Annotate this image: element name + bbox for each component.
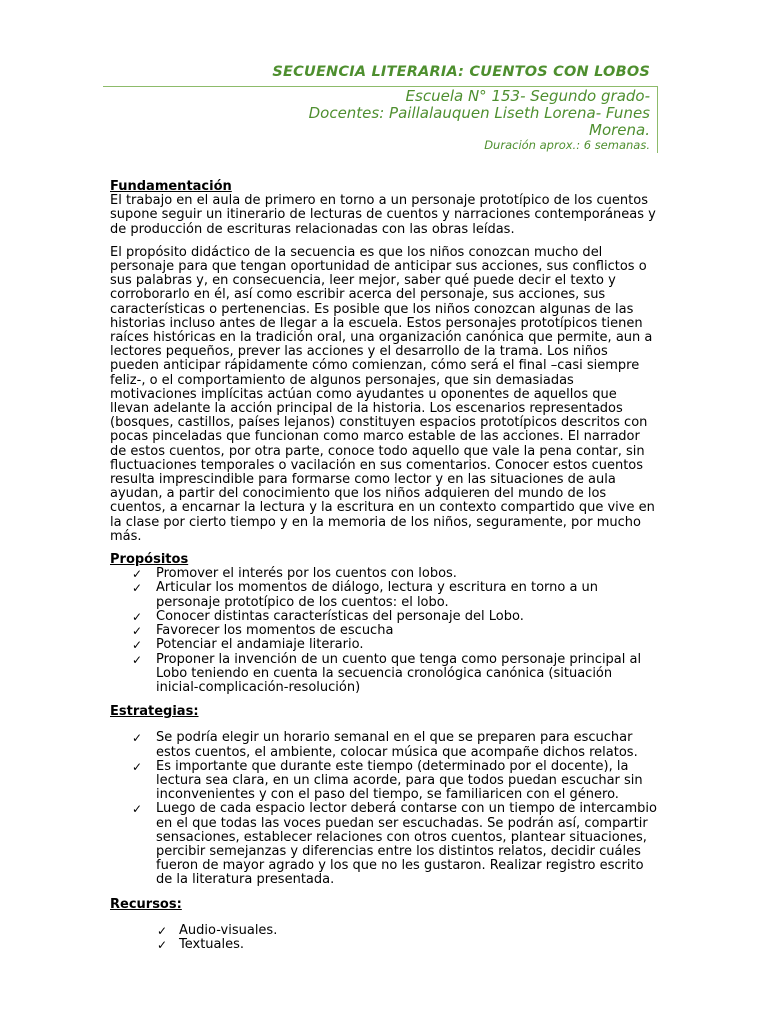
document-body — [110, 180, 658, 962]
estrategias-list — [110, 731, 658, 887]
section-title-fundamentacion: Fundamentación — [110, 179, 232, 194]
list-item: ✓ Luego de cada espacio lector deberá contarse con un tiempo de intercambio en el que todas las voces puedan ser escuchadas. Se podrán así, compartir sensaciones, establecer relaciones con otros cuentos, plantear situaciones, percibir semejanzas y diferencias entre los distintos relatos, decidir cuáles fueron de mayor agrado y los que no les gustaron. Realizar registro escrito de la literatura presentada. — [132, 801, 657, 888]
check-icon: ✓ — [157, 923, 168, 938]
list-item: ✓ Articular los momentos de diálogo, lectura y escritura en torno a un personaje prototípico de los cuentos: el lobo. — [132, 580, 599, 610]
header-duration-line: Duración aprox.: 6 semanas. — [484, 138, 650, 152]
list-item: ✓ Audio-visuales. — [157, 922, 278, 938]
document-title: SECUENCIA LITERARIA: CUENTOS CON LOBOS — [272, 64, 650, 80]
check-icon: ✓ — [132, 638, 143, 653]
list-item: ✓ Textuales. — [157, 936, 245, 952]
section-title-recursos: Recursos: — [110, 896, 182, 912]
header-box — [103, 86, 658, 153]
check-icon: ✓ — [132, 759, 143, 774]
list-item: ✓ Se podría elegir un horario semanal en el que se preparen para escuchar estos cuentos, el ambiente, colocar música que acompañe dichos relatos. — [132, 730, 638, 760]
check-icon: ✓ — [132, 567, 143, 582]
propositos-list — [110, 567, 658, 695]
header-teachers-line-cont: Morena. — [589, 121, 650, 139]
list-item: ✓ Proponer la invención de un cuento que tenga como personaje principal al Lobo teniendo en cuenta la secuencia cronológica canónica (situación inicial-complicación-resolución) — [132, 651, 642, 695]
list-item: ✓ Conocer distintas características del personaje del Lobo. — [132, 608, 524, 624]
header-teachers-line: Docentes: Paillalauquen Liseth Lorena- Funes — [308, 104, 650, 122]
section-title-propositos: Propósitos — [110, 552, 189, 568]
check-icon: ✓ — [132, 731, 143, 746]
list-item: ✓ Es importante que durante este tiempo (determinado por el docente), la lectura sea clara, en un clima acorde, para que todos puedan escuchar sin inconvenientes y con el paso del tiempo, se familiaricen con el género. — [132, 758, 643, 803]
header-school-line: Escuela N° 153- Segundo grado- — [405, 87, 650, 105]
check-icon: ✓ — [132, 802, 143, 817]
recursos-list — [110, 924, 658, 952]
list-item: ✓ Favorecer los momentos de escucha — [132, 623, 394, 639]
check-icon: ✓ — [132, 609, 143, 624]
list-item: ✓ Promover el interés por los cuentos con lobos. — [132, 566, 457, 582]
check-icon: ✓ — [132, 652, 143, 667]
paragraph: El trabajo en el aula de primero en torno a un personaje prototípico de los cuentos supone seguir un itinerario de lecturas de cuentos y narraciones contemporáneas y de producción de escrituras relacionadas con las obras leídas. — [110, 193, 656, 237]
check-icon: ✓ — [132, 624, 143, 639]
check-icon: ✓ — [157, 937, 168, 952]
check-icon: ✓ — [132, 581, 143, 596]
section-title-estrategias: Estrategias: — [110, 704, 199, 720]
list-item: ✓ Potenciar el andamiaje literario. — [132, 637, 364, 653]
paragraph: El propósito didáctico de la secuencia es que los niños conozcan mucho del personaje para que tengan oportunidad de anticipar sus acciones, sus conflictos o sus palabras y, en consecuencia, leer mejor, saber qué puede decir el texto y corroborarlo en él, así como escribir acerca del personaje, sus acciones, sus características o pertenencias. Es posible que los niños conozcan algunas de las historias incluso antes de llegar a la escuela. Estos personajes prototípicos tienen raíces históricas en la tradición oral, una organización canónica que permite, aun a lectores pequeños, prever las acciones y el desarrollo de la trama. Los niños pueden anticipar rápidamente cómo comienzan, cómo será el final –casi siempre feliz-, o el comportamiento de algunos personajes, que sin demasiadas motivaciones implícitas actúan como ayudantes u oponentes de aquellos que llevan adelante la acción principal de la historia. Los escenarios representados (bosques, castillos, países lejanos) constituyen espacios prototípicos descritos con pocas pinceladas que funcionan como marco estable de las acciones. El narrador de estos cuentos, por otra parte, conoce todo aquello que vale la pena contar, sin fluctuaciones temporales o vacilación en sus comentarios. Conocer estos cuentos resulta imprescindible para formarse como lector y en las situaciones de aula ayudan, a partir del conocimiento que los niños adquieren del mundo de los cuentos, a encarnar la lectura y la escritura en un contexto compartido que vive en la clase por cierto tiempo y en la memoria de los niños, seguramente, por mucho más. — [110, 244, 655, 544]
